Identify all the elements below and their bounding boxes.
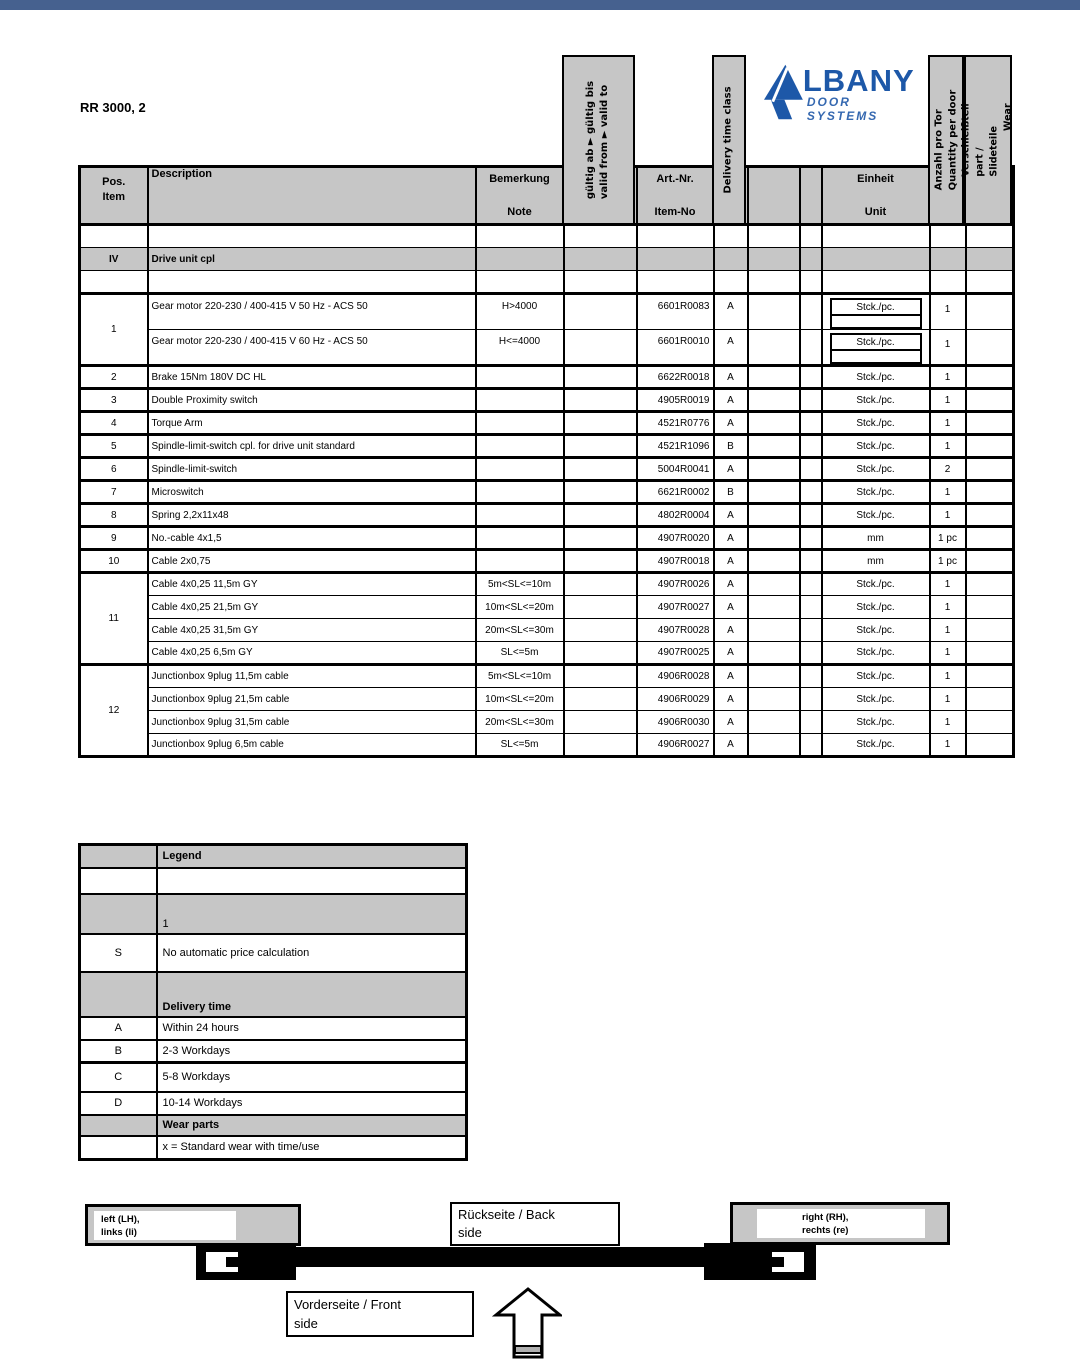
part-wear — [966, 504, 1014, 527]
legend-text: 10-14 Workdays — [157, 1092, 467, 1115]
legend-row — [80, 934, 467, 972]
column-header-quantity-per-door: Anzahl pro Tor Quantity per door — [928, 55, 964, 225]
part-description: Spindle-limit-switch — [148, 458, 476, 481]
part-valid — [564, 734, 637, 757]
part-delivery-class: A — [714, 389, 748, 412]
legend-text: No automatic price calculation — [157, 934, 467, 972]
part-extra2 — [800, 596, 822, 619]
part-note: 10m<SL<=20m — [476, 688, 564, 711]
albany-logo — [764, 64, 924, 148]
logo-tagline: DOOR SYSTEMS — [806, 95, 879, 123]
part-extra2 — [800, 619, 822, 642]
diagram-door-bar — [244, 1247, 726, 1267]
part-valid — [564, 688, 637, 711]
part-item-no: 4906R0028 — [637, 665, 714, 688]
legend-key: C — [80, 1063, 157, 1092]
part-unit: Stck./pc. — [822, 734, 930, 757]
part-pos: 5 — [80, 435, 148, 458]
part-qty: 1 — [930, 504, 966, 527]
part-valid — [564, 481, 637, 504]
part-valid — [564, 596, 637, 619]
part-unit-box-empty — [830, 351, 922, 364]
part-note: 10m<SL<=20m — [476, 596, 564, 619]
part-extra2 — [800, 550, 822, 573]
column-header-delivery-time-class: Delivery time class — [712, 55, 746, 225]
part-wear — [966, 330, 1014, 366]
part-delivery-class: A — [714, 412, 748, 435]
part-unit: Stck./pc. — [822, 435, 930, 458]
part-wear — [966, 412, 1014, 435]
part-unit: Stck./pc. — [822, 596, 930, 619]
column-header-unit: Einheit Unit — [822, 167, 930, 225]
part-wear — [966, 294, 1014, 330]
part-item-no: 5004R0041 — [637, 458, 714, 481]
part-delivery-class: A — [714, 294, 748, 330]
part-extra1 — [748, 734, 800, 757]
part-item-no: 4907R0028 — [637, 619, 714, 642]
part-row — [80, 688, 1014, 711]
part-row — [80, 389, 1014, 412]
part-extra1 — [748, 481, 800, 504]
spacer-row — [80, 271, 1014, 294]
column-header-wear-part: Verschleißteil part / Slideteile Wear — [964, 55, 1012, 225]
part-qty: 1 — [930, 665, 966, 688]
part-extra2 — [800, 688, 822, 711]
part-description: Torque Arm — [148, 412, 476, 435]
diagram-right-door-box — [730, 1202, 950, 1245]
part-qty: 1 pc — [930, 527, 966, 550]
part-note: 20m<SL<=30m — [476, 619, 564, 642]
part-extra1 — [748, 573, 800, 596]
legend-text: Legend — [157, 845, 467, 868]
part-delivery-class: A — [714, 330, 748, 366]
part-valid — [564, 435, 637, 458]
part-extra1 — [748, 389, 800, 412]
part-unit: Stck./pc. — [822, 389, 930, 412]
part-description: Spring 2,2x11x48 — [148, 504, 476, 527]
part-pos: 12 — [80, 665, 148, 757]
part-wear — [966, 435, 1014, 458]
part-unit: Stck./pc. — [822, 481, 930, 504]
part-item-no: 4907R0020 — [637, 527, 714, 550]
part-pos: 6 — [80, 458, 148, 481]
part-extra2 — [800, 389, 822, 412]
diagram-left-door-box — [85, 1204, 301, 1246]
legend-text: 2-3 Workdays — [157, 1040, 467, 1063]
part-qty: 1 — [930, 435, 966, 458]
part-note — [476, 435, 564, 458]
part-note — [476, 366, 564, 389]
part-wear — [966, 389, 1014, 412]
part-extra1 — [748, 458, 800, 481]
part-row — [80, 596, 1014, 619]
section-row — [80, 248, 1014, 271]
part-delivery-class: A — [714, 665, 748, 688]
part-valid — [564, 642, 637, 665]
part-wear — [966, 665, 1014, 688]
part-pos: 10 — [80, 550, 148, 573]
part-row — [80, 458, 1014, 481]
diagram-left-label: left (LH), links (li) — [94, 1211, 236, 1240]
part-extra1 — [748, 619, 800, 642]
part-item-no: 4907R0027 — [637, 596, 714, 619]
logo-brand-text: LBANY — [802, 63, 915, 98]
part-valid — [564, 504, 637, 527]
part-pos: 7 — [80, 481, 148, 504]
part-delivery-class: A — [714, 642, 748, 665]
part-note: 5m<SL<=10m — [476, 573, 564, 596]
part-qty: 2 — [930, 458, 966, 481]
part-qty: 1 — [930, 688, 966, 711]
diagram-front-side-label: Vorderseite / Front side — [286, 1291, 474, 1337]
part-unit: Stck./pc. — [822, 366, 930, 389]
part-unit: Stck./pc. — [822, 412, 930, 435]
part-valid — [564, 573, 637, 596]
part-extra1 — [748, 504, 800, 527]
part-note: H<=4000 — [476, 330, 564, 366]
column-header-item-no: Art.-Nr. Item-No — [637, 167, 714, 225]
part-unit — [822, 330, 930, 366]
legend-row — [80, 845, 467, 868]
legend-text — [157, 868, 467, 894]
part-description: Junctionbox 9plug 31,5m cable — [148, 711, 476, 734]
part-extra2 — [800, 734, 822, 757]
part-delivery-class: A — [714, 366, 748, 389]
part-note — [476, 389, 564, 412]
part-extra2 — [800, 527, 822, 550]
part-description: Gear motor 220-230 / 400-415 V 50 Hz - ACS 50 — [148, 294, 476, 330]
part-description: No.-cable 4x1,5 — [148, 527, 476, 550]
part-wear — [966, 458, 1014, 481]
part-extra2 — [800, 504, 822, 527]
part-extra2 — [800, 573, 822, 596]
part-valid — [564, 665, 637, 688]
legend-tbody — [80, 845, 467, 1160]
part-row — [80, 527, 1014, 550]
part-note: 20m<SL<=30m — [476, 711, 564, 734]
part-valid — [564, 294, 637, 330]
part-delivery-class: A — [714, 711, 748, 734]
part-unit: Stck./pc. — [822, 642, 930, 665]
part-row — [80, 642, 1014, 665]
part-extra1 — [748, 665, 800, 688]
part-extra1 — [748, 412, 800, 435]
diagram-right-bracket-icon — [704, 1243, 816, 1280]
legend-key — [80, 1136, 157, 1160]
part-wear — [966, 642, 1014, 665]
part-extra1 — [748, 435, 800, 458]
legend-text: 5-8 Workdays — [157, 1063, 467, 1092]
part-note — [476, 504, 564, 527]
part-note: SL<=5m — [476, 642, 564, 665]
part-item-no: 6601R0083 — [637, 294, 714, 330]
part-extra2 — [800, 366, 822, 389]
part-description: Cable 4x0,25 31,5m GY — [148, 619, 476, 642]
part-item-no: 4906R0027 — [637, 734, 714, 757]
part-item-no: 6622R0018 — [637, 366, 714, 389]
part-unit-box: Stck./pc. — [830, 333, 922, 351]
part-row — [80, 665, 1014, 688]
part-description: Spindle-limit-switch cpl. for drive unit standard — [148, 435, 476, 458]
part-extra1 — [748, 596, 800, 619]
part-delivery-class: A — [714, 527, 748, 550]
part-row — [80, 366, 1014, 389]
part-valid — [564, 550, 637, 573]
part-extra2 — [800, 711, 822, 734]
part-pos: 3 — [80, 389, 148, 412]
diagram-right-label: right (RH), rechts (re) — [757, 1209, 925, 1238]
part-delivery-class: A — [714, 596, 748, 619]
part-extra1 — [748, 330, 800, 366]
part-qty: 1 — [930, 734, 966, 757]
part-description: Cable 2x0,75 — [148, 550, 476, 573]
part-qty: 1 — [930, 711, 966, 734]
part-qty: 1 — [930, 294, 966, 330]
part-extra2 — [800, 435, 822, 458]
part-extra2 — [800, 294, 822, 330]
part-item-no: 4521R1096 — [637, 435, 714, 458]
part-delivery-class: B — [714, 435, 748, 458]
legend-key — [80, 1115, 157, 1136]
part-unit: mm — [822, 550, 930, 573]
part-unit: Stck./pc. — [822, 504, 930, 527]
diagram-up-arrow-icon — [492, 1286, 562, 1362]
legend-text: Within 24 hours — [157, 1017, 467, 1040]
legend-key: A — [80, 1017, 157, 1040]
legend-text: Wear parts — [157, 1115, 467, 1136]
part-item-no: 4907R0026 — [637, 573, 714, 596]
part-note: H>4000 — [476, 294, 564, 330]
part-wear — [966, 734, 1014, 757]
part-wear — [966, 596, 1014, 619]
legend-row — [80, 1017, 467, 1040]
part-description: Cable 4x0,25 21,5m GY — [148, 596, 476, 619]
part-extra1 — [748, 642, 800, 665]
part-row — [80, 711, 1014, 734]
part-row — [80, 550, 1014, 573]
part-note: SL<=5m — [476, 734, 564, 757]
legend-key — [80, 845, 157, 868]
part-wear — [966, 573, 1014, 596]
part-qty: 1 — [930, 596, 966, 619]
part-pos: 2 — [80, 366, 148, 389]
part-item-no: 4906R0030 — [637, 711, 714, 734]
part-description: Brake 15Nm 180V DC HL — [148, 366, 476, 389]
part-delivery-class: B — [714, 481, 748, 504]
column-header-valid-from-to: gültig ab ► gültig bis valid from ► valid to — [562, 55, 635, 225]
parts-table — [78, 165, 1015, 758]
section-title: Drive unit cpl — [148, 248, 476, 271]
part-extra1 — [748, 294, 800, 330]
part-description: Junctionbox 9plug 6,5m cable — [148, 734, 476, 757]
part-extra1 — [748, 711, 800, 734]
part-unit: mm — [822, 527, 930, 550]
part-row — [80, 504, 1014, 527]
part-valid — [564, 330, 637, 366]
part-description: Gear motor 220-230 / 400-415 V 60 Hz - ACS 50 — [148, 330, 476, 366]
part-delivery-class: A — [714, 550, 748, 573]
legend-text: Delivery time — [157, 972, 467, 1017]
part-note — [476, 481, 564, 504]
part-item-no: 6621R0002 — [637, 481, 714, 504]
part-qty: 1 — [930, 481, 966, 504]
part-extra2 — [800, 412, 822, 435]
part-unit — [822, 294, 930, 330]
part-wear — [966, 619, 1014, 642]
column-header-pos-item: Pos. Item — [80, 167, 148, 225]
part-extra2 — [800, 665, 822, 688]
legend-row — [80, 894, 467, 934]
part-qty: 1 pc — [930, 550, 966, 573]
column-header-note: Bemerkung Note — [476, 167, 564, 225]
part-wear — [966, 711, 1014, 734]
part-extra1 — [748, 366, 800, 389]
part-extra2 — [800, 642, 822, 665]
part-description: Cable 4x0,25 11,5m GY — [148, 573, 476, 596]
part-pos: 9 — [80, 527, 148, 550]
doc-code: RR 3000, 2 — [80, 100, 146, 115]
part-row — [80, 294, 1014, 330]
part-item-no: 4907R0025 — [637, 642, 714, 665]
part-delivery-class: A — [714, 573, 748, 596]
part-item-no: 6601R0010 — [637, 330, 714, 366]
legend-key — [80, 972, 157, 1017]
part-note — [476, 458, 564, 481]
part-row — [80, 734, 1014, 757]
part-description: Double Proximity switch — [148, 389, 476, 412]
part-row — [80, 481, 1014, 504]
part-extra1 — [748, 527, 800, 550]
part-qty: 1 — [930, 330, 966, 366]
legend-row — [80, 1092, 467, 1115]
diagram-back-side-label: Rückseite / Back side — [450, 1202, 620, 1246]
legend-key: B — [80, 1040, 157, 1063]
part-item-no: 4802R0004 — [637, 504, 714, 527]
legend-key — [80, 868, 157, 894]
section-pos: IV — [80, 248, 148, 271]
part-qty: 1 — [930, 573, 966, 596]
legend-key — [80, 894, 157, 934]
part-valid — [564, 458, 637, 481]
part-delivery-class: A — [714, 504, 748, 527]
part-row — [80, 330, 1014, 366]
part-extra2 — [800, 458, 822, 481]
part-wear — [966, 688, 1014, 711]
part-item-no: 4906R0029 — [637, 688, 714, 711]
column-header-extra2 — [800, 167, 822, 225]
part-extra1 — [748, 550, 800, 573]
part-extra2 — [800, 330, 822, 366]
part-qty: 1 — [930, 642, 966, 665]
legend-text: 1 — [157, 894, 467, 934]
legend-row — [80, 868, 467, 894]
part-row — [80, 573, 1014, 596]
legend-table — [78, 843, 468, 1161]
part-item-no: 4521R0776 — [637, 412, 714, 435]
part-note — [476, 527, 564, 550]
part-extra1 — [748, 688, 800, 711]
part-qty: 1 — [930, 389, 966, 412]
part-valid — [564, 366, 637, 389]
part-pos: 4 — [80, 412, 148, 435]
part-description: Junctionbox 9plug 11,5m cable — [148, 665, 476, 688]
part-qty: 1 — [930, 619, 966, 642]
part-wear — [966, 481, 1014, 504]
part-extra2 — [800, 481, 822, 504]
part-unit: Stck./pc. — [822, 688, 930, 711]
part-delivery-class: A — [714, 688, 748, 711]
part-wear — [966, 366, 1014, 389]
spacer-row — [80, 225, 1014, 248]
part-wear — [966, 550, 1014, 573]
part-qty: 1 — [930, 412, 966, 435]
part-unit-box-empty — [830, 316, 922, 329]
part-pos: 11 — [80, 573, 148, 665]
part-unit: Stck./pc. — [822, 458, 930, 481]
legend-row — [80, 1115, 467, 1136]
part-row — [80, 435, 1014, 458]
legend-row — [80, 1040, 467, 1063]
part-unit: Stck./pc. — [822, 665, 930, 688]
part-qty: 1 — [930, 366, 966, 389]
legend-key: S — [80, 934, 157, 972]
parts-tbody — [80, 225, 1014, 757]
part-note — [476, 550, 564, 573]
legend-row — [80, 972, 467, 1017]
part-description: Microswitch — [148, 481, 476, 504]
part-note — [476, 412, 564, 435]
legend-key: D — [80, 1092, 157, 1115]
column-header-extra1 — [748, 167, 800, 225]
part-delivery-class: A — [714, 458, 748, 481]
part-description: Junctionbox 9plug 21,5m cable — [148, 688, 476, 711]
part-valid — [564, 619, 637, 642]
part-pos: 8 — [80, 504, 148, 527]
part-wear — [966, 527, 1014, 550]
part-unit: Stck./pc. — [822, 619, 930, 642]
albany-logo-a-icon — [764, 64, 803, 120]
part-unit: Stck./pc. — [822, 711, 930, 734]
column-header-description: Description — [148, 167, 476, 225]
legend-text: x = Standard wear with time/use — [157, 1136, 467, 1160]
part-valid — [564, 711, 637, 734]
part-delivery-class: A — [714, 734, 748, 757]
part-description: Cable 4x0,25 6,5m GY — [148, 642, 476, 665]
part-valid — [564, 412, 637, 435]
part-unit-box: Stck./pc. — [830, 298, 922, 316]
part-row — [80, 412, 1014, 435]
part-valid — [564, 527, 637, 550]
part-item-no: 4905R0019 — [637, 389, 714, 412]
part-row — [80, 619, 1014, 642]
part-unit: Stck./pc. — [822, 573, 930, 596]
part-note: 5m<SL<=10m — [476, 665, 564, 688]
part-pos: 1 — [80, 294, 148, 366]
part-item-no: 4907R0018 — [637, 550, 714, 573]
parts-header-row — [80, 167, 1014, 225]
legend-row — [80, 1136, 467, 1160]
part-delivery-class: A — [714, 619, 748, 642]
top-bar — [0, 0, 1080, 10]
part-valid — [564, 389, 637, 412]
legend-row — [80, 1063, 467, 1092]
